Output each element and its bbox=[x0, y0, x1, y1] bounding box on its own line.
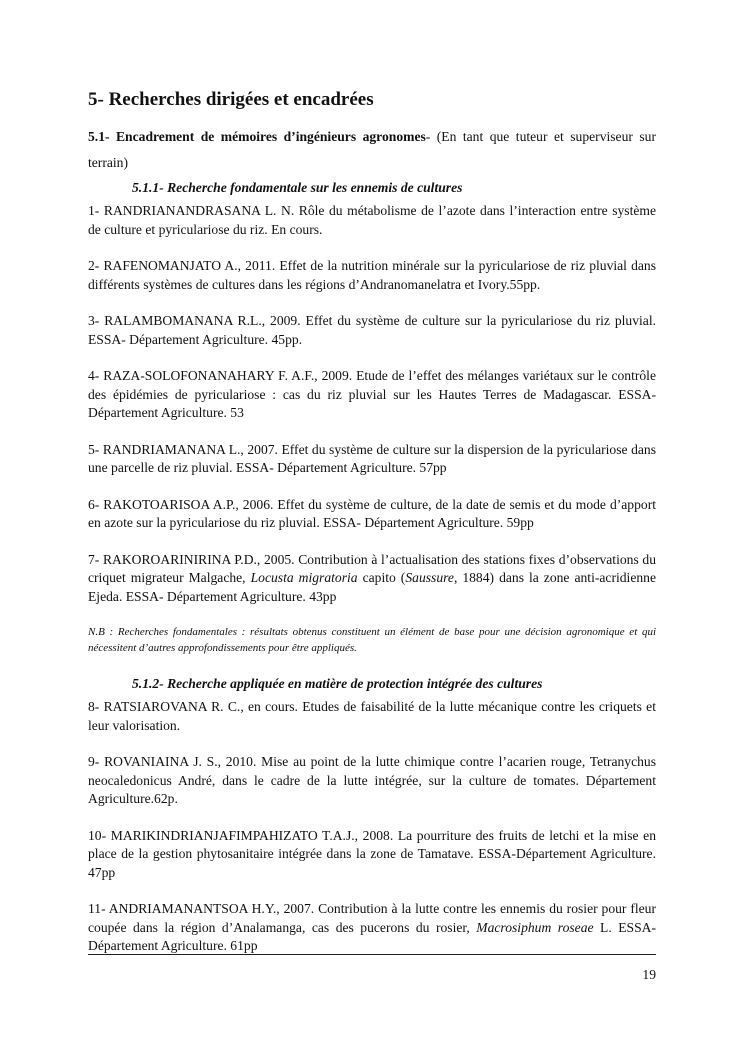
document-body bbox=[88, 86, 656, 974]
entry-11-species: Macrosiphum roseae bbox=[476, 919, 594, 935]
page-number: 19 bbox=[642, 967, 656, 982]
note-paragraph: N.B : Recherches fondamentales : résultats obtenus constituent un élément de base pour une décision agronomique et qui nécessitent d’autres approfondissements pour être appliqués. bbox=[88, 626, 656, 654]
entry-11-text-1: 11- ANDRIAMANANTSOA H.Y., 2007. Contribution à la lutte contre les ennemis du rosier pour fleur coupée dans la région d’Analamanga, cas des pucerons du rosier, bbox=[88, 901, 656, 935]
list-item: 10- MARIKINDRIANJAFIMPAHIZATO T.A.J., 2008. La pourriture des fruits de letchi et la mise en place de la gestion phytosanitaire intégrée dans la zone de Tamatave. ESSA-Département Agriculture. 47pp bbox=[88, 827, 656, 880]
list-item: 9- ROVANIAINA J. S., 2010. Mise au point de la lutte chimique contre l’acarien rouge, Tetranychus neocaledonicus André, dans le cadre de la lutte intégrée, sur la culture de tomates. Département Agriculture.62p. bbox=[88, 754, 656, 806]
list-item: 1- RANDRIANANDRASANA L. N. Rôle du métabolisme de l’azote dans l’interaction entre système de culture et pyriculariose du riz. En cours. bbox=[88, 203, 656, 237]
entry-7-species: Locusta migratoria bbox=[250, 570, 358, 585]
list-item: 4- RAZA-SOLOFONANAHARY F. A.F., 2009. Etude de l’effet des mélanges variétaux sur le contrôle des épidémies de pyriculariose : cas du riz pluvial sur les Hautes Terres de Madagascar. ESSA- Département Agriculture. 53 bbox=[88, 368, 656, 420]
list-item bbox=[88, 551, 656, 607]
list-item: 8- RATSIAROVANA R. C., en cours. Etudes de faisabilité de la lutte mécanique contre les criquets et leur valorisation. bbox=[88, 699, 656, 733]
list-item bbox=[88, 900, 656, 956]
entry-7-author: Saussure bbox=[405, 570, 454, 585]
section-5-1-2-heading: 5.1.2- Recherche appliquée en matière de protection intégrée des cultures bbox=[132, 676, 543, 691]
entry-7-text-3: , 1884) dans la zone anti-acridienne Ejeda. ESSA- Département Agriculture. 43pp bbox=[88, 570, 656, 604]
section-title: 5- Recherches dirigées et encadrées bbox=[88, 89, 374, 110]
section-5-1-bold: 5.1- Encadrement de mémoires d’ingénieurs agronomes bbox=[88, 129, 426, 144]
entry-7-text-1: 7- RAKOROARINIRINA P.D., 2005. Contribution à l’actualisation des stations fixes d’observations du criquet migrateur Malgache, bbox=[88, 551, 656, 585]
entry-7-text-2: capito ( bbox=[357, 570, 406, 585]
footer-divider bbox=[88, 954, 656, 955]
list-item: 3- RALAMBOMANANA R.L., 2009. Effet du système de culture sur la pyriculariose du riz pluvial. ESSA- Département Agriculture. 45pp. bbox=[88, 313, 656, 347]
section-5-1-rest: - (En tant que tuteur et superviseur sur terrain) bbox=[88, 129, 656, 170]
entry-11-text-2: L. ESSA- Département Agriculture. 61pp bbox=[88, 919, 656, 953]
list-item: 5- RANDRIAMANANA L., 2007. Effet du système de culture sur la dispersion de la pyriculariose dans une parcelle de riz pluvial. ESSA- Département Agriculture. 57pp bbox=[88, 441, 656, 475]
list-item: 6- RAKOTOARISOA A.P., 2006. Effet du système de culture, de la date de semis et du mode d’apport en azote sur la pyriculariose du riz pluvial. ESSA- Département Agriculture. 59pp bbox=[88, 496, 656, 530]
list-item: 2- RAFENOMANJATO A., 2011. Effet de la nutrition minérale sur la pyriculariose de riz pluvial dans différents systèmes de cultures dans les régions d’Andranomanelatra et Ivory.55pp. bbox=[88, 258, 656, 292]
section-5-1-heading bbox=[88, 124, 656, 176]
section-5-1-1-heading: 5.1.1- Recherche fondamentale sur les ennemis de cultures bbox=[132, 180, 463, 195]
